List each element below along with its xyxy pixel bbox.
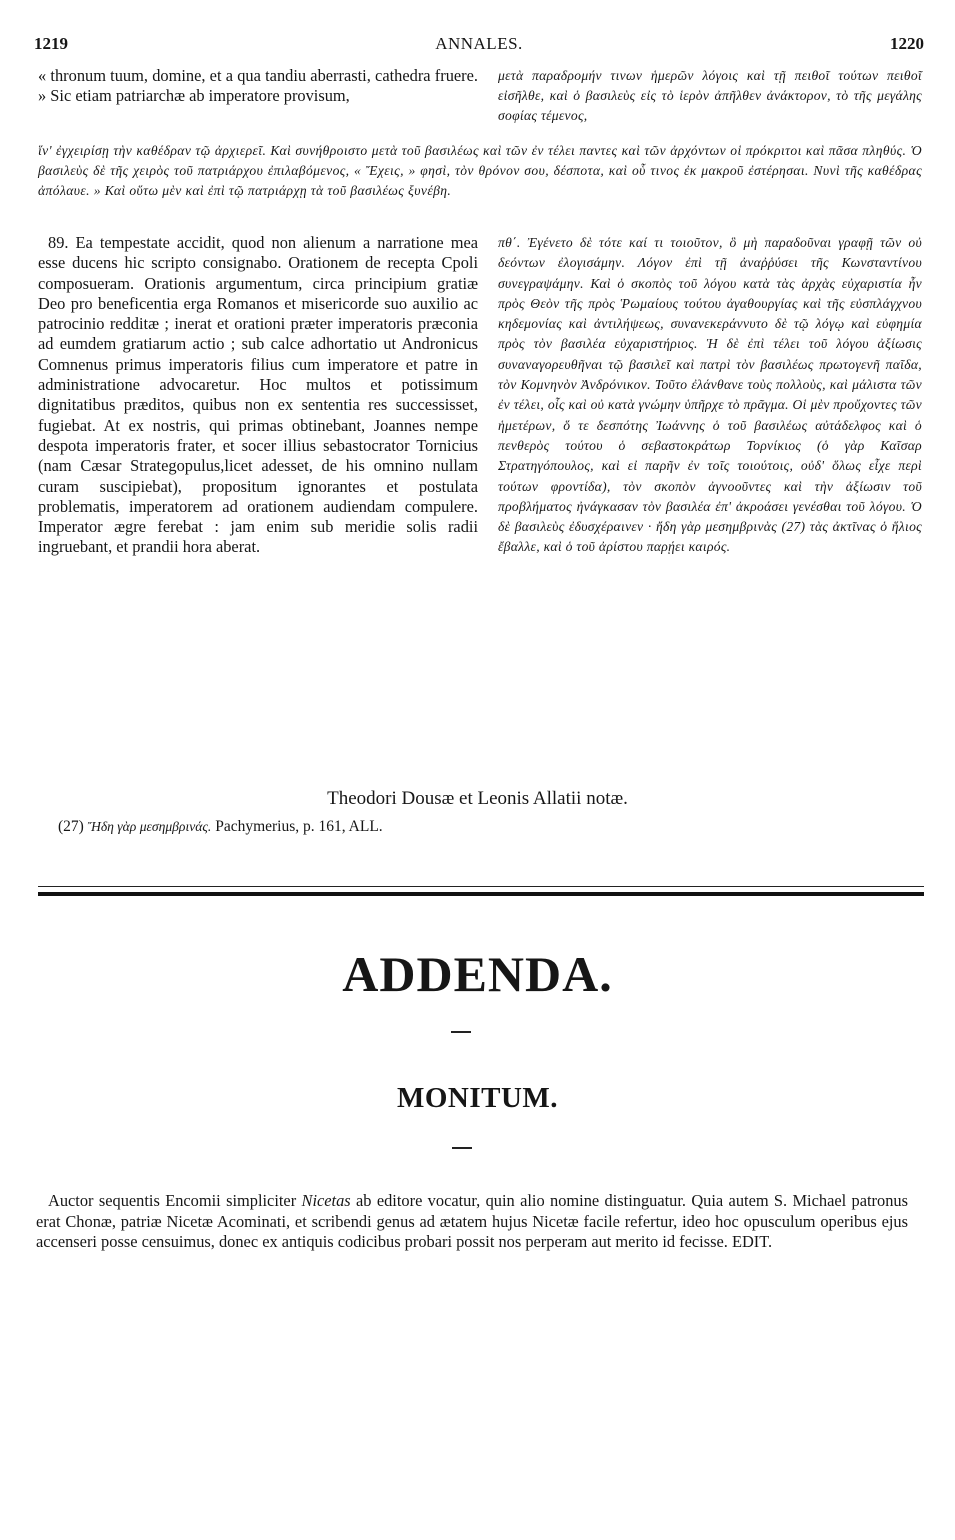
greek-full-paragraph: ἵν' ἐγχειρίσῃ τὴν καθέδραν τῷ ἀρχιερεῖ. Καὶ συνήθροιστο μετὰ τοῦ βασιλέως καὶ τῶν ἐν τέλει παντες καὶ τῶν ἀρχόντων οἱ πρόκριτοι καὶ πᾶσα πληθύς. Ὁ βασιλεὺς δὲ τῆς χειρὸς τοῦ πατριάρχου ἐπιλαβόμενος, « Ἔχεις, » φησὶ, τὸν θρόνον σου, δέσποτα, καὶ οὗ τινος ἐκ μακροῦ ἐστέρησαι. Νυνὶ τῆς καθέδρας ἀπόλαυε. » Καὶ οὕτω μὲν καὶ ἐπὶ τῷ πατριάρχῃ τὰ τοῦ βασιλέως ξυνέβη. — [38, 143, 922, 198]
greek-full-width-passage — [38, 141, 922, 200]
footnote-marker: (27) — [58, 818, 84, 835]
latin-paragraph-89: 89. Ea tempestate accidit, quod non alienum a narratione mea esse ducens hic scripto consignabo. Orationem de recepta Cpoli composueram. Orationis argumentum, circa principium gratiæ Deo pro beneficentia erga Romanos et misericorde suo auxilio ac patrocinio redditæ ; inerat et orationi præter imperatoris præconia ad eumdem gratiarum actio ; sub calce adhortatio ut Andronicus Comnenus primus imperatoris filius cum imperatore et patre in administratione advocaretur. Hoc multos et potissimum dignitatibus præditos, quibus non ex sententia res successisset, fugiebat. At ex nostris, qui primas obtinebant, Joannes nempe despota imperatoris frater, et socer illius sebastocrator Tornicius (nam Cæsar Strategopulus,licet adesset, de his omnino nullam curam suscipiebat), propositum ignorantes et postulata problematis, imperatorem ad orationem audiendam compulere. Imperator ægre ferebat : jam enim sub meridie solis radii ingruebant, et prandii hora aberat. — [38, 233, 478, 557]
footnote-greek-quote: Ἤδη γὰρ μεσημβρινάς. — [87, 819, 212, 834]
greek-paragraph-throne: μετὰ παραδρομήν τινων ἡμερῶν λόγοις καὶ τῇ πειθοῖ τούτων πειθοῖ εἰσῆλθε, καὶ ὁ βασιλεὺς εἰς τὸ ἱερὸν ἀπῆλθεν ἀνάκτορον, τὸ τῆς μεγάλης σοφίας τέμενος, — [498, 68, 922, 123]
monitum-author-name: Nicetas — [301, 1191, 351, 1210]
monitum-text-before: Auctor sequentis Encomii simpliciter — [48, 1191, 297, 1210]
short-rule — [452, 1147, 472, 1149]
notes-heading: Theodori Dousæ et Leonis Allatii notæ. — [327, 788, 628, 809]
footnote-27 — [58, 818, 918, 836]
monitum-text-after: ab editore vocatur, quin alio nomine distinguatur. Quia autem S. Michael patronus erat Chonæ, patriæ Nicetæ Acominati, et scribendi genus ad ætatem hujus Nicetæ facile refertur, ideo hoc opusculum operibus ejus accenseri posse censuimus, donec ex antiquis codicibus probari possit nos perperam aut merito id fecisse. EDIT. — [36, 1191, 908, 1251]
latin-column-section-89 — [38, 233, 478, 558]
greek-paragraph-89: πθ΄. Ἐγένετο δὲ τότε καί τι τοιοῦτον, ὃ μὴ παραδοῦναι γραφῇ τῶν οὐ δεόντων ἐλογισάμην. Λόγον ἐπὶ τῇ ἀναῤῥύσει τῆς Κωνσταντίνου συνεγραψάμην. Καὶ ὁ σκοπὸς τοῦ λόγου κατὰ τὰς ἀρχὰς εὐχαριστία ἦν πρὸς Θεὸν τῆς πρὸς Ῥωμαίους τούτου ἀγαθουργίας καὶ τῆς εὐσπλάγχνου κηδεμονίας καὶ ἀντιλήψεως, συνανεκεράννυτο δὲ τῷ λόγῳ καὶ εὐφημία πρὸς τὸν βασιλέα εὐχαριστήριος. Ἡ δὲ ἐπὶ τέλει τοῦ λόγου ἀξίωσις συναναγορευθῆναι τῷ βασιλεῖ καὶ πατρὶ τὸν βασιλέως πρωτογενῆ παῖδα, τὸν Κομνηνὸν Ἀνδρόνικον. Τοῦτο ἐλάνθανε τοὺς πολλοὺς, καὶ μάλιστα τῶν ἐν τέλει, οἷς καὶ οὐ κατὰ γνώμην ὑπῆρχε τὸ πρᾶγμα. Οἱ μὲν προὔχοντες τῶν ἡμετέρων, ὅ τε δεσπότης Ἰωάννης ὁ τοῦ βασιλέως αὐτάδελφος καὶ ὁ πενθερὸς τούτου ὁ σεβαστοκράτωρ Τορνίκιος (ὁ γὰρ Καῖσαρ Στρατηγόπουλος, καὶ εἰ παρῆν ἐν τοῖς τοιούτοις, οὐδ' ὅλως εἶχε περὶ τούτων φροντίδα), τὸν σκοπὸν ἀγνοοῦντες καὶ τὴν ἀξίωσιν τοῦ προβλήματος ἠνάγκασαν τὸν βασιλέα ἐπ' ἀκροάσει γενέσθαι τοῦ λόγου. Ὁ δὲ βασιλεὺς ἐδυσχέραινεν · ἤδη γὰρ μεσημβρινὰς (27) τὰς ἀκτῖνας ὁ ἥλιος ἔβαλλε, καὶ ὁ τοῦ ἀρίστου παρῄει καιρός. — [498, 235, 922, 555]
running-head — [34, 34, 924, 58]
short-rule — [451, 1031, 471, 1033]
right-page-number: 1220 — [890, 34, 924, 53]
monitum-title: MONITUM. — [396, 1082, 559, 1114]
section-divider-thick — [38, 892, 924, 896]
greek-column-section-89 — [498, 233, 922, 558]
greek-column-top — [498, 66, 922, 125]
monitum-paragraph — [36, 1191, 908, 1253]
addenda-title: ADDENDA. — [342, 946, 613, 1002]
section-divider-thin — [38, 886, 924, 887]
left-page-number: 1219 — [34, 34, 68, 53]
latin-paragraph-throne: « thronum tuum, domine, et a qua tandiu aberrasti, cathedra fruere. » Sic etiam patriarchæ ab imperatore provisum, — [38, 66, 478, 105]
footnote-reference: Pachymerius, p. 161, ALL. — [215, 818, 383, 835]
running-title: ANNALES. — [435, 34, 523, 53]
latin-column-top — [38, 66, 478, 125]
